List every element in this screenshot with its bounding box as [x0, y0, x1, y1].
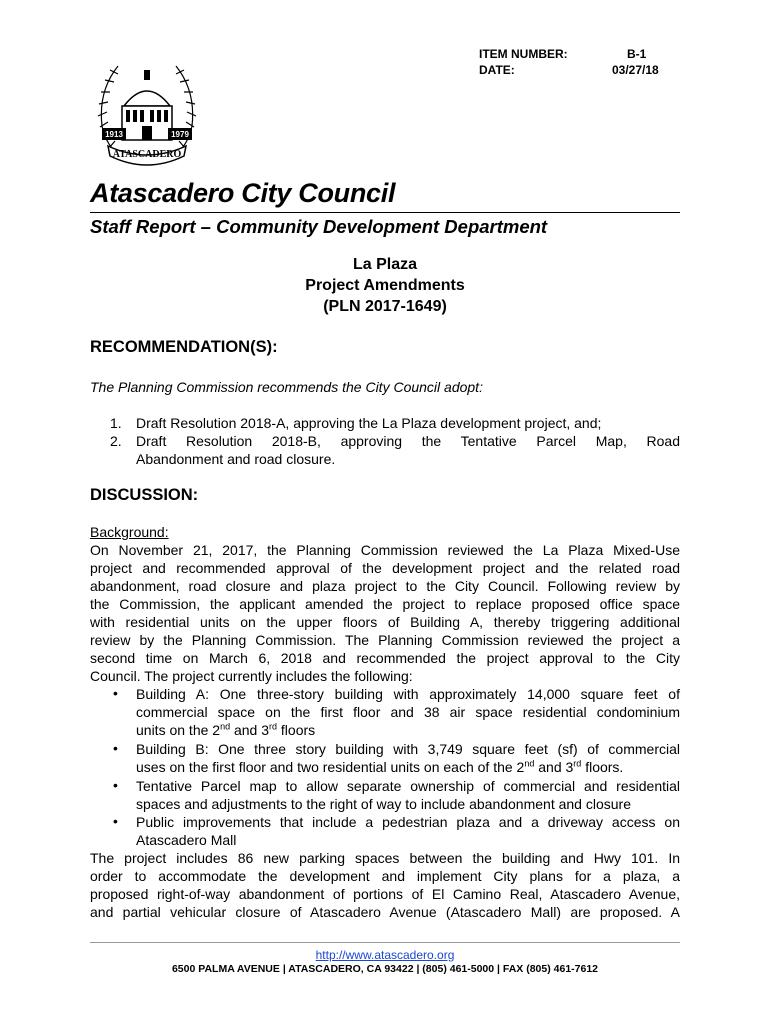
- background-paragraph: On November 21, 2017, the Planning Commission reviewed the La Plaza Mixed-Use project and recommended approval of the development project and the related road abandonment, road closure and plaza project to the City Council. Following review by the Commission, the applicant amended the project to replace proposed office space with residential units on the upper floors of Building A, thereby triggering additional review by the Planning Commission. The Planning Commission reviewed the project a second time on March 6, 2018 and recommended the project approval to the City Council. The project currently includes the following:: [90, 542, 680, 684]
- city-seal-logo: [88, 46, 206, 176]
- item-number-label: ITEM NUMBER:: [479, 47, 568, 61]
- bullet-icon: •: [113, 740, 118, 756]
- date-label: DATE:: [479, 63, 515, 77]
- project-line: Project Amendments: [305, 277, 465, 294]
- bullet-item: Building A: One three-story building with approximately 14,000 square feet of commercial space on the first floor and 38 air space residential condominium units on the 2nd and 3rd floors: [136, 686, 680, 738]
- bullet-icon: •: [113, 777, 118, 793]
- discussion-heading: DISCUSSION:: [90, 486, 199, 504]
- bullet-item: Tentative Parcel map to allow separate ownership of commercial and residential spaces and adjustments to the right of way to include abandonment and closure: [136, 778, 680, 812]
- recommendations-intro: The Planning Commission recommends the City Council adopt:: [90, 379, 483, 395]
- project-line: (PLN 2017-1649): [323, 298, 447, 315]
- list-number: 2.: [110, 433, 122, 449]
- footer-website-link[interactable]: http://www.atascadero.org: [315, 948, 455, 962]
- page-title: Atascadero City Council: [90, 178, 396, 208]
- bullet-icon: •: [113, 685, 118, 701]
- list-number: 1.: [110, 415, 122, 431]
- list-item: Draft Resolution 2018-B, approving the Tentative Parcel Map, Road: [136, 433, 680, 449]
- bullet-item: Building B: One three story building with 3,749 square feet (sf) of commercial uses on the first floor and two residential units on each of the 2nd and 3rd floors.: [136, 741, 680, 775]
- seal-year-right: 1979: [171, 130, 189, 139]
- footer-address: 6500 PALMA AVENUE | ATASCADERO, CA 93422 | (805) 461-5000 | FAX (805) 461-7612: [171, 963, 599, 975]
- parking-paragraph: The project includes 86 new parking spaces between the building and Hwy 101. In order to accommodate the development and implement City plans for a plaza, a proposed right-of-way abandonment of portions of El Camino Real, Atascadero Avenue, and partial vehicular closure of Atascadero Avenue (Atascadero Mall) are proposed. A: [90, 850, 680, 920]
- list-item-continuation: Abandonment and road closure.: [136, 451, 336, 467]
- background-label: Background:: [90, 524, 169, 540]
- bullet-icon: •: [113, 813, 118, 829]
- project-title: [90, 254, 680, 317]
- report-subtitle: Staff Report – Community Development Department: [90, 216, 548, 237]
- footer-divider: [90, 942, 680, 943]
- title-divider: [90, 212, 680, 213]
- bullet-item: Public improvements that include a pedestrian plaza and a driveway access on Atascadero Mall: [136, 814, 680, 848]
- recommendations-heading: RECOMMENDATION(S):: [90, 338, 278, 356]
- project-line: La Plaza: [352, 256, 418, 273]
- seal-year-left: 1913: [105, 130, 123, 139]
- list-item: Draft Resolution 2018-A, approving the La Plaza development project, and;: [136, 415, 602, 431]
- date-value: 03/27/18: [612, 63, 659, 77]
- item-number-value: B-1: [627, 47, 647, 61]
- seal-banner-text: ATASCADERO: [112, 149, 182, 160]
